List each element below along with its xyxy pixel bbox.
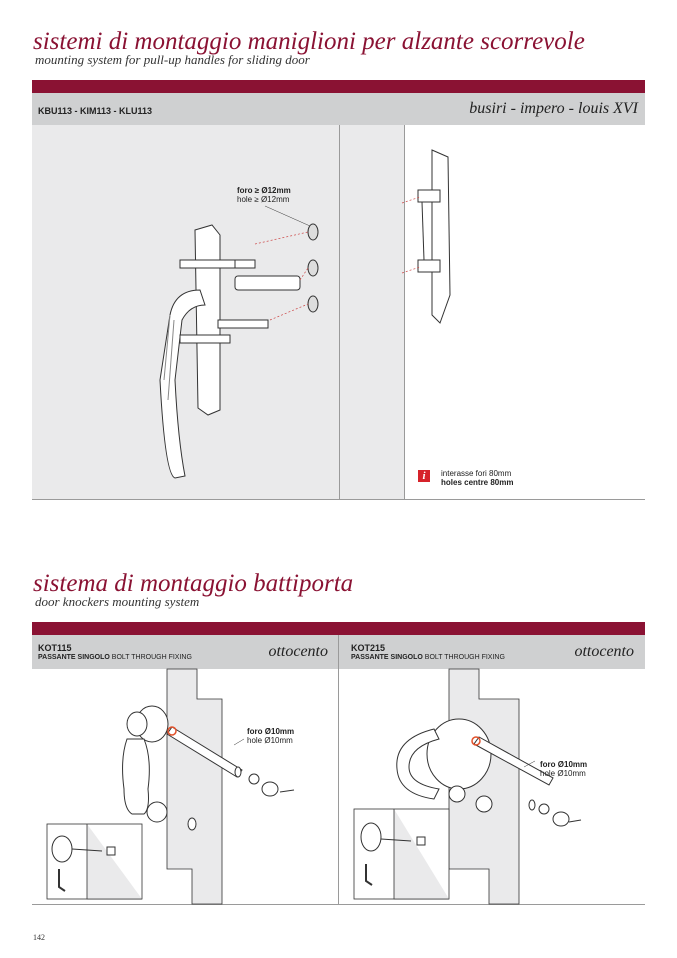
side-view-plate-illustration [410, 145, 470, 325]
hole-label-it: foro ≥ Ø12mm [237, 186, 291, 195]
left-hole-it: foro Ø10mm [247, 727, 295, 736]
section2-title: sistema di montaggio battiporta [33, 570, 354, 597]
info-note [441, 469, 513, 487]
section1-red-bar [32, 80, 645, 93]
section2-subtitle: door knockers mounting system [35, 594, 200, 609]
right-fixing-it: PASSANTE SINGOLO [351, 654, 423, 661]
hole-label-en: hole ≥ Ø12mm [237, 195, 290, 204]
info-note-it: interasse fori 80mm [441, 469, 512, 478]
info-note-en: holes centre 80mm [441, 478, 514, 487]
section2-bottom-line [32, 904, 645, 905]
left-fixing-en: BOLT THROUGH FIXING [111, 654, 192, 661]
right-hole-it: foro Ø10mm [540, 760, 588, 769]
left-code: KOT115 [38, 643, 72, 653]
info-icon: i [418, 470, 430, 482]
left-fixing-it: PASSANTE SINGOLO [38, 654, 110, 661]
section1-series: busiri - impero - louis XVI [469, 100, 638, 117]
left-fixing [38, 654, 192, 661]
section1-title: sistemi di montaggio maniglioni per alzante scorrevole [33, 28, 585, 55]
right-series: ottocento [574, 643, 634, 660]
knocker-right-illustration [339, 669, 645, 904]
left-hole-label [247, 727, 294, 745]
hole-label-12mm [237, 186, 291, 204]
section1-codes: KBU113 - KIM113 - KLU113 [38, 106, 153, 116]
right-fixing [351, 654, 505, 661]
right-hole-label [540, 760, 587, 778]
right-fixing-en: BOLT THROUGH FIXING [424, 654, 505, 661]
door-edge-line [404, 125, 405, 500]
left-series: ottocento [268, 643, 328, 660]
page-number: 142 [33, 933, 45, 942]
knocker-left-illustration [32, 669, 338, 904]
section2-red-bar [32, 622, 645, 635]
section1-subtitle: mounting system for pull-up handles for sliding door [35, 52, 310, 67]
right-code: KOT215 [351, 643, 386, 653]
left-hole-en: hole Ø10mm [247, 736, 293, 745]
right-hole-en: hole Ø10mm [540, 769, 586, 778]
pull-up-handle-illustration [150, 180, 350, 500]
